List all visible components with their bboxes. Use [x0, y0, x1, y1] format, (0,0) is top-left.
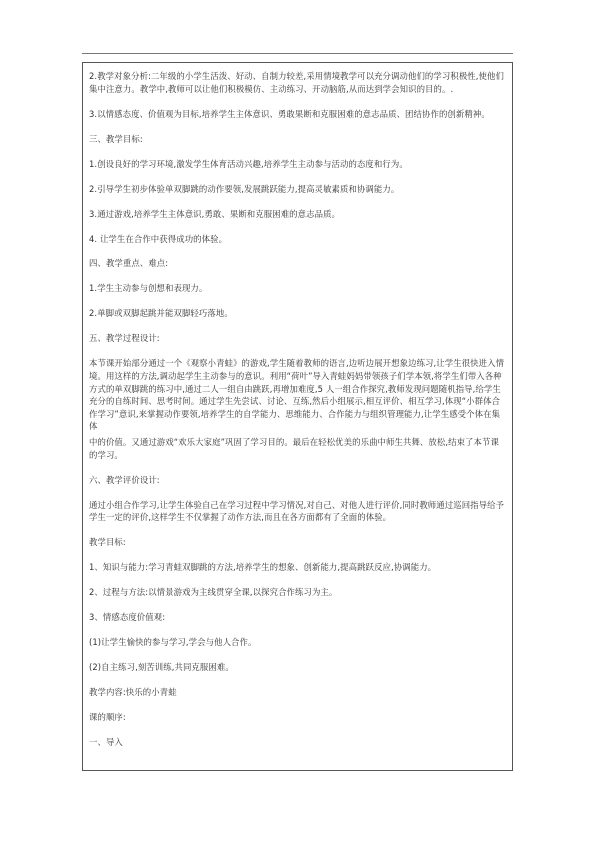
document-body	[89, 70, 506, 761]
page-top-rule	[82, 53, 513, 54]
section-intro: 一、导入	[89, 737, 123, 747]
goal-item-1: 1.创设良好的学习环境,激发学生体育活动兴趣,培养学生主动参与活动的态度和行为。	[89, 158, 408, 169]
paragraph-student-analysis: 2.教学对象分析:二年级的小学生活泼、好动、自制力较差,采用情境教学可以充分调动他们的学习积极性,使他们集中注意力。教学中,教师可以让他们积极模仿、主动练习、开动脑筋,从而达到学会知识的目的。.	[89, 71, 504, 94]
objective-emotion-2: (2)自主练习,刻苦训练,共同克服困难。	[89, 662, 234, 673]
key-point-2: 2.单脚或双脚起跳并能双脚轻巧落地。	[89, 308, 233, 319]
goal-item-3: 3.通过游戏,培养学生主体意识,勇敢、果断和克服困难的意志品质。	[89, 208, 341, 219]
lesson-order-label: 课的顺序:	[89, 712, 126, 723]
goal-item-2: 2.引导学生初步体验单双脚跳的动作要领,发展跳跃能力,提高灵敏素质和协调能力。	[89, 183, 400, 194]
heading-key-points: 四、教学重点、难点:	[89, 258, 169, 269]
paragraph-process-continued: 中的价值。又通过游戏“欢乐大家庭”巩固了学习目的。最后在轻松优美的乐曲中师生共舞、放松,结束了本节课的学习。	[89, 436, 499, 460]
teaching-content: 教学内容:快乐的小青蛙	[89, 687, 177, 698]
heading-objectives: 教学目标:	[89, 537, 126, 548]
objective-emotion-1: (1)让学生愉快的参与学习,学会与他人合作。	[89, 637, 257, 648]
paragraph-emotion-values: 3.以情感态度、价值观为目标,培养学生主体意识、勇敢果断和克服困难的意志品质、团结协作的创新精神。	[89, 108, 490, 119]
paragraph-evaluation-body: 通过小组合作学习,让学生体验自己在学习过程中学习情况,对自己、对他人进行评价,同时教师通过巡回指导给予学生一定的评价,这样学生不仅掌握了动作方法,而且在各方面都有了全面的体验。	[89, 499, 505, 523]
key-point-1: 1.学生主动参与创想和表现力。	[89, 283, 208, 294]
goal-item-4: 4. 让学生在合作中获得成功的体验。	[89, 233, 228, 244]
heading-evaluation-design: 六、教学评价设计:	[89, 474, 160, 485]
heading-teaching-goals: 三、教学目标:	[89, 133, 143, 144]
objective-emotion: 3、情感态度价值观:	[89, 612, 166, 623]
objective-process: 2、过程与方法:以情景游戏为主线贯穿全课,以探究合作练习为主。	[89, 587, 338, 598]
objective-knowledge: 1、知识与能力:学习青蛙双脚跳的方法,培养学生的想象、创新能力,提高跳跃反应,协调能力。	[89, 562, 437, 573]
heading-process-design: 五、教学过程设计:	[89, 333, 160, 344]
paragraph-process-body: 本节课开始部分通过一个《观察小青蛙》的游戏,学生随着教师的语言,边听边展开想象边练习,让学生很快进入情境。用这样的方法,调动起学生主动参与的意识。利用“荷叶”导入青蛙妈妈带领孩子们学本领,将学生们带入各种方式的单双脚跳的练习中,通过二人一组自由跳跃,再增加难度,5 人一组合作探究,教师发现问题随机指导,给学生充分的自练时间、思考时间。通过学生先尝试、讨论、互练,然后小组展示,相互评价、相互学习,体现“小群体合作学习”意识,来掌握动作要领,培养学生的自学能力、思维能力、合作能力与组织管理能力,让学生感受个体在集体	[89, 358, 505, 432]
